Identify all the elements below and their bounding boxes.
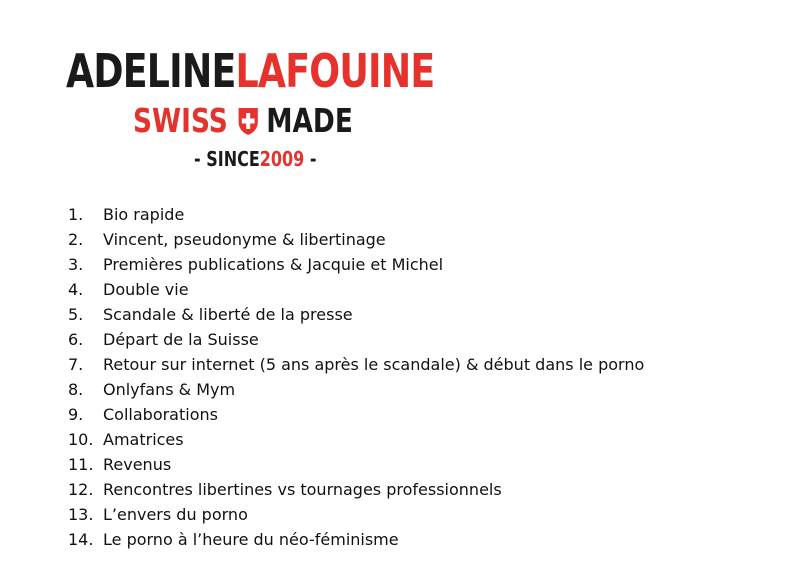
list-item-text: Départ de la Suisse [103, 330, 259, 349]
list-item-number: 6. [68, 330, 84, 349]
list-item-text: L’envers du porno [103, 505, 248, 524]
table-of-contents [68, 202, 644, 552]
logo-since [194, 146, 317, 172]
list-item-text: Retour sur internet (5 ans après le scandale) & début dans le porno [103, 355, 645, 374]
list-item-text: Double vie [103, 280, 189, 299]
list-item-number: 7. [68, 355, 84, 374]
logo-name [66, 46, 434, 96]
list-item-text: Vincent, pseudonyme & libertinage [103, 230, 386, 249]
list-item-text: Amatrices [103, 430, 184, 449]
list-item-text: Bio rapide [103, 205, 185, 224]
list-item [68, 252, 644, 277]
list-item-text: Onlyfans & Mym [103, 380, 236, 399]
list-item [68, 377, 644, 402]
list-item-number: 13. [68, 505, 94, 524]
list-item [68, 502, 644, 527]
brand-logo [0, 0, 800, 180]
logo-name-first: ADELINE [66, 44, 236, 98]
list-item-number: 5. [68, 305, 84, 324]
list-item-number: 2. [68, 230, 84, 249]
list-item-text: Le porno à l’heure du néo-féminisme [103, 530, 399, 549]
list-item-number: 14. [68, 530, 94, 549]
list-item-number: 1. [68, 205, 84, 224]
logo-made-word: MADE [266, 101, 353, 140]
list-item-text: Premières publications & Jacquie et Michel [103, 255, 444, 274]
list-item-number: 3. [68, 255, 84, 274]
logo-swiss-word: SWISS [133, 101, 228, 140]
swiss-cross-icon [237, 106, 259, 136]
list-item [68, 427, 644, 452]
logo-since-label: - SINCE [194, 147, 260, 171]
list-item-number: 12. [68, 480, 94, 499]
list-item-text: Revenus [103, 455, 172, 474]
list-item [68, 452, 644, 477]
list-item [68, 302, 644, 327]
list-item [68, 277, 644, 302]
list-item [68, 527, 644, 552]
list-item [68, 477, 644, 502]
list-item-number: 8. [68, 380, 84, 399]
list-item-text: Scandale & liberté de la presse [103, 305, 353, 324]
logo-tagline [133, 102, 353, 140]
list-item [68, 327, 644, 352]
list-item [68, 352, 644, 377]
list-item [68, 402, 644, 427]
logo-since-suffix: - [309, 147, 317, 171]
list-item-text: Collaborations [103, 405, 218, 424]
logo-since-year: 2009 [259, 147, 305, 171]
list-item-number: 9. [68, 405, 84, 424]
list-item-number: 10. [68, 430, 94, 449]
list-item [68, 202, 644, 227]
list-item-number: 4. [68, 280, 84, 299]
logo-name-last: LAFOUINE [235, 44, 435, 98]
list-item-number: 11. [68, 455, 94, 474]
list-item [68, 227, 644, 252]
list-item-text: Rencontres libertines vs tournages professionnels [103, 480, 502, 499]
